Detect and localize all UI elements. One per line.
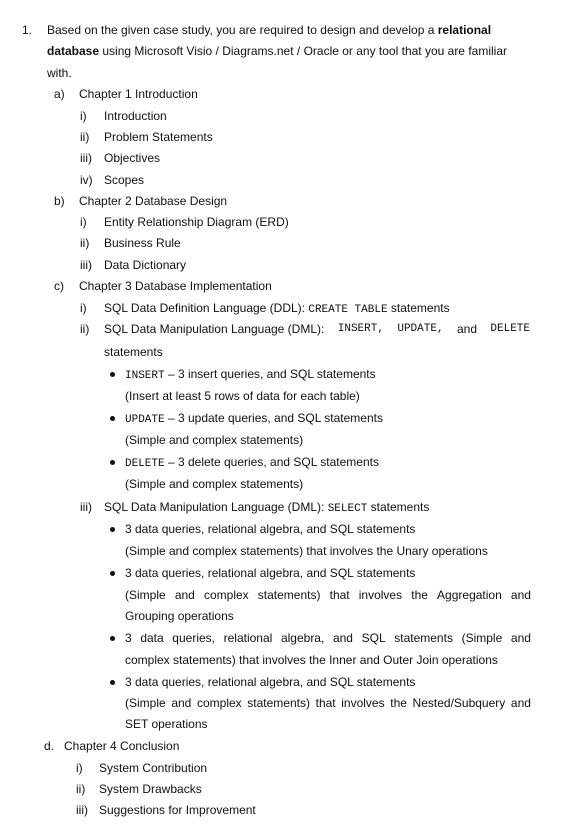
bullet-aggregation: 3 data queries, relational algebra, and SQL statements [125, 566, 416, 580]
bullet-insert-note: (Insert at least 5 rows of data for each table) [125, 389, 360, 403]
item-text: Suggestions for Improvement [99, 803, 256, 817]
item-text: System Drawbacks [99, 782, 202, 796]
item-marker: iii) [80, 500, 92, 514]
item-marker: iii) [76, 803, 88, 817]
bullet-icon [110, 571, 115, 576]
question-number: 1. [22, 23, 33, 37]
bullet-join-cont: complex statements) that involves the Inner and Outer Join operations [125, 653, 498, 667]
code-create-table: CREATE TABLE [308, 304, 388, 316]
item-marker: ii) [80, 130, 90, 144]
intro-line-3: with. [47, 66, 72, 80]
section-d-marker: d. [44, 739, 55, 753]
bullet-aggregation-cont2: Grouping operations [125, 609, 234, 623]
bullet-nested-cont2: SET operations [125, 717, 208, 731]
bullet-unary: 3 data queries, relational algebra, and SQL statements [125, 522, 416, 536]
item-text: Business Rule [104, 236, 181, 250]
item-text: System Contribution [99, 761, 208, 775]
select-line: SQL Data Manipulation Language (DML): SELECT statements [104, 500, 430, 515]
bullet-icon [110, 680, 115, 685]
bullet-nested: 3 data queries, relational algebra, and SQL statements [125, 675, 416, 689]
bullet-delete-note: (Simple and complex statements) [125, 477, 304, 491]
item-marker: iii) [80, 151, 92, 165]
item-marker: iv) [80, 173, 93, 187]
item-marker: i) [80, 109, 87, 123]
item-text: Problem Statements [104, 130, 213, 144]
code-select: SELECT [327, 503, 368, 515]
item-text: Objectives [104, 151, 161, 165]
section-c-title: Chapter 3 Database Implementation [79, 279, 272, 293]
section-c-marker: c) [54, 279, 64, 293]
bullet-nested-cont: (Simple and complex statements) that involves the Nested/Subquery and [125, 696, 531, 710]
bullet-delete: DELETE – 3 delete queries, and SQL statements [125, 455, 379, 470]
item-marker: iii) [80, 258, 92, 272]
item-text: Entity Relationship Diagram (ERD) [104, 215, 289, 229]
section-b-title: Chapter 2 Database Design [79, 194, 228, 208]
item-text: Data Dictionary [104, 258, 187, 272]
bullet-icon [110, 460, 115, 465]
bullet-join: 3 data queries, relational algebra, and SQL statements (Simple and [125, 631, 531, 645]
dml-line-cont: statements [104, 345, 163, 359]
bullet-icon [110, 372, 115, 377]
section-a-title: Chapter 1 Introduction [79, 87, 198, 101]
bullet-insert: INSERT – 3 insert queries, and SQL statements [125, 367, 376, 382]
intro-line-2: database using Microsoft Visio / Diagrams.net / Oracle or any tool that you are familiar [47, 44, 507, 58]
bullet-update-note: (Simple and complex statements) [125, 433, 304, 447]
ddl-line: SQL Data Definition Language (DDL): CREATE TABLE statements [104, 301, 450, 316]
code-update: UPDATE, [397, 323, 444, 335]
code-delete: DELETE [490, 323, 530, 335]
item-marker: ii) [76, 782, 86, 796]
code-insert: INSERT, [337, 323, 384, 335]
intro-line-1: Based on the given case study, you are required to design and develop a relational [47, 23, 492, 37]
item-marker: i) [80, 215, 87, 229]
item-text: Scopes [104, 173, 145, 187]
bullet-icon [110, 636, 115, 641]
section-d-title: Chapter 4 Conclusion [64, 739, 180, 753]
bullet-aggregation-cont: (Simple and complex statements) that involves the Aggregation and [125, 588, 531, 602]
item-marker: ii) [80, 236, 90, 250]
bullet-unary-cont: (Simple and complex statements) that involves the Unary operations [125, 544, 488, 558]
item-marker: i) [76, 761, 83, 775]
item-text: Introduction [104, 109, 167, 123]
section-b-marker: b) [54, 194, 65, 208]
section-a-marker: a) [54, 87, 65, 101]
item-marker: ii) [80, 322, 90, 336]
bullet-icon [110, 527, 115, 532]
bullet-update: UPDATE – 3 update queries, and SQL statements [125, 411, 383, 426]
item-marker: i) [80, 301, 87, 315]
dml-line: SQL Data Manipulation Language (DML): INSERT, UPDATE, and DELETE [104, 322, 530, 336]
bullet-icon [110, 416, 115, 421]
